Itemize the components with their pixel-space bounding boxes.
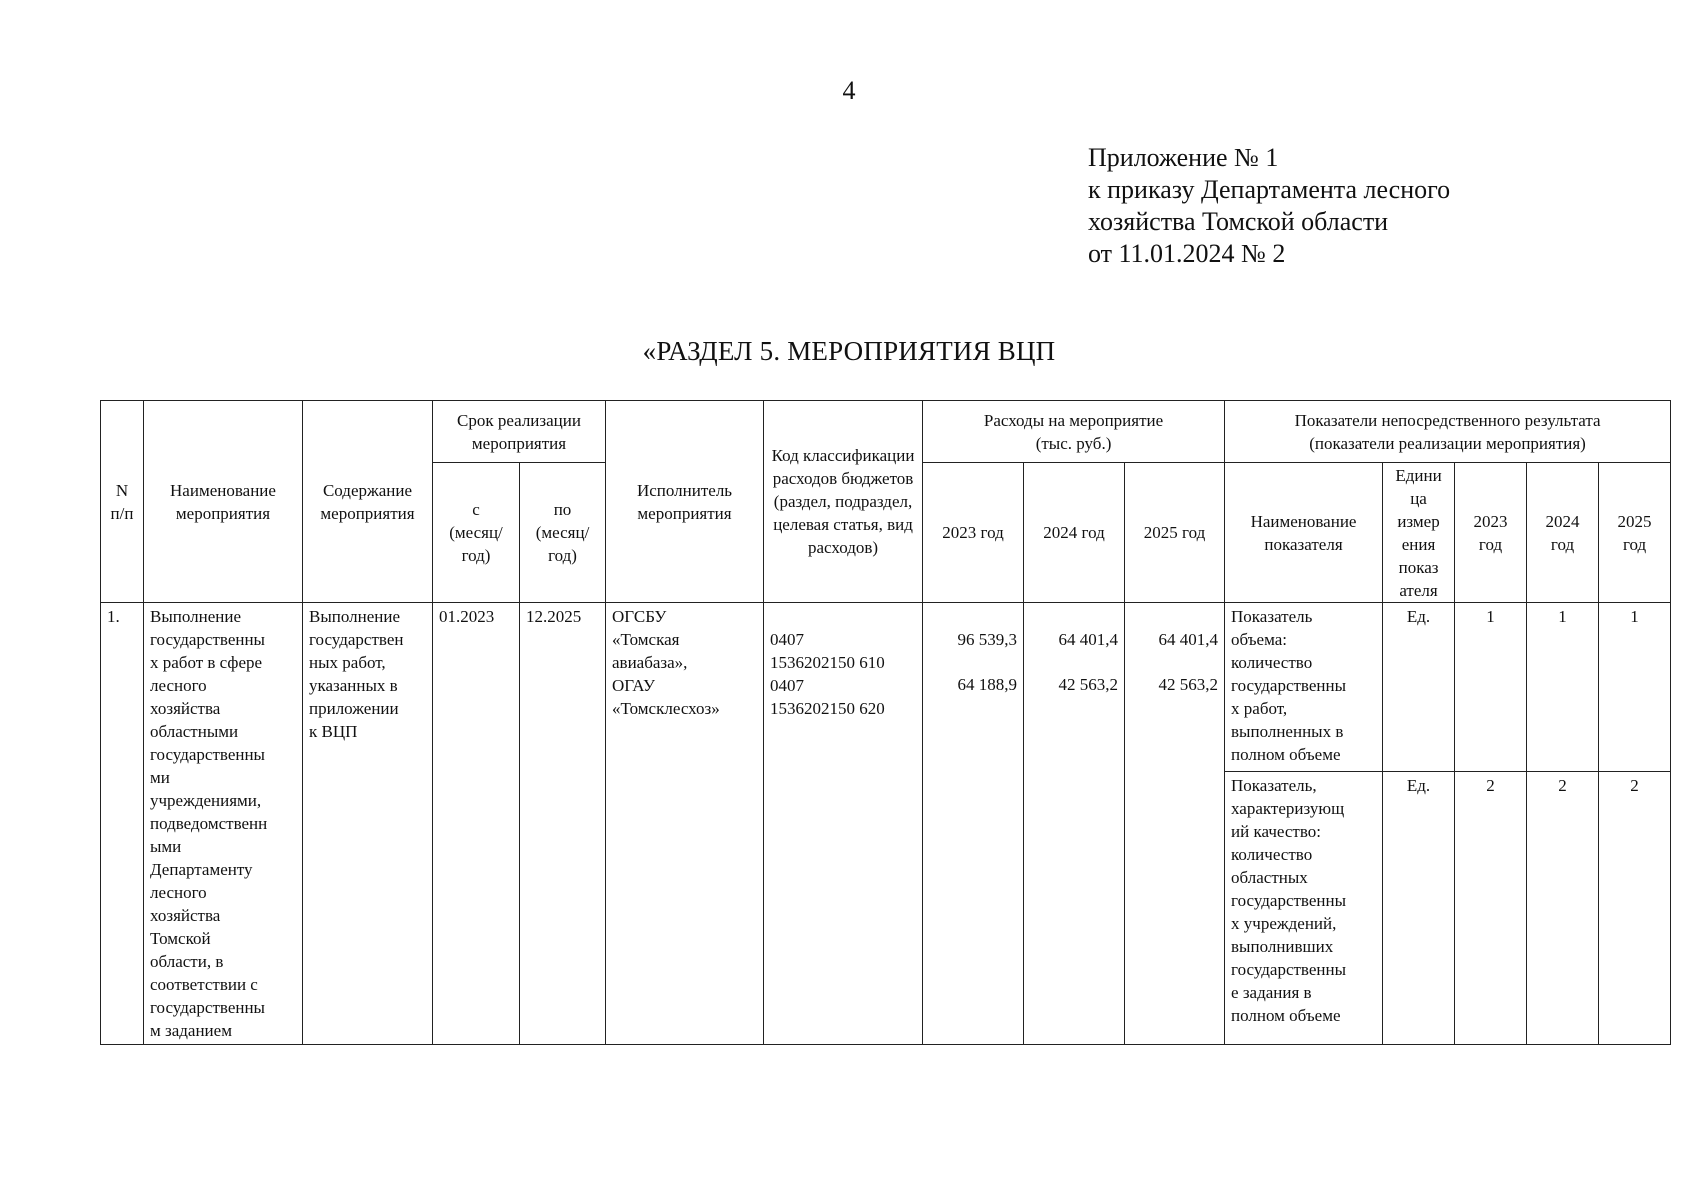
cell-num: 1. [101, 603, 144, 1045]
header-unit: Едини ца измер ения показ ателя [1383, 463, 1455, 603]
header-executor: Исполнитель мероприятия [606, 401, 764, 603]
cell-indicator-2-name: Показатель, характеризующ ий качество: количество областных государственны х учреждений, выполнивших государственны е задания в полном объеме [1225, 772, 1383, 1045]
cell-indicator-2-2025: 2 [1599, 772, 1671, 1045]
cell-from: 01.2023 [433, 603, 520, 1045]
cell-indicator-1-2025: 1 [1599, 603, 1671, 772]
header-indicator-2024: 2024 год [1527, 463, 1599, 603]
cell-indicator-1-unit: Ед. [1383, 603, 1455, 772]
cell-content: Выполнение государствен ных работ, указанных в приложении к ВЦП [303, 603, 433, 1045]
expense-gap [929, 651, 1017, 673]
header-indicator-name: Наименование показателя [1225, 463, 1383, 603]
header-indicator-2023: 2023 год [1455, 463, 1527, 603]
cell-indicator-2-2024: 2 [1527, 772, 1599, 1045]
header-expenses: Расходы на мероприятие (тыс. руб.) [923, 401, 1225, 463]
header-row-1 [101, 401, 1671, 463]
expense-2024-line-1: 64 401,4 [1058, 630, 1119, 649]
cell-indicator-1-2023: 1 [1455, 603, 1527, 772]
expense-2024-line-2: 42 563,2 [1058, 675, 1119, 694]
appendix-line-2: к приказу Департамента лесного [1088, 175, 1451, 204]
cell-expense-2024 [1024, 603, 1125, 1045]
header-indicator-2025: 2025 год [1599, 463, 1671, 603]
cell-to: 12.2025 [520, 603, 606, 1045]
appendix-block [1088, 142, 1450, 270]
appendix-line-3: хозяйства Томской области [1088, 207, 1389, 236]
expense-2025-line-1: 64 401,4 [1158, 630, 1219, 649]
expense-2025-line-2: 42 563,2 [1158, 675, 1219, 694]
header-content: Содержание мероприятия [303, 401, 433, 603]
expense-2023-line-2: 64 188,9 [957, 675, 1018, 694]
header-expense-2025: 2025 год [1125, 463, 1225, 603]
header-expense-2023: 2023 год [923, 463, 1024, 603]
appendix-line-1: Приложение № 1 [1088, 143, 1279, 172]
cell-executor: ОГСБУ «Томская авиабаза», ОГАУ «Томсклесхоз» [606, 603, 764, 1045]
header-to: по (месяц/ год) [520, 463, 606, 603]
expense-gap [1131, 651, 1218, 673]
cell-indicator-2-2023: 2 [1455, 772, 1527, 1045]
header-period: Срок реализации мероприятия [433, 401, 606, 463]
measures-table [100, 400, 1671, 1045]
appendix-line-4: от 11.01.2024 № 2 [1088, 239, 1286, 268]
cell-expense-2023 [923, 603, 1024, 1045]
cell-code: 0407 1536202150 610 0407 1536202150 620 [764, 603, 923, 1045]
header-expense-2024: 2024 год [1024, 463, 1125, 603]
header-code: Код классификации расходов бюджетов (раздел, подраздел, целевая статья, вид расходов) [764, 401, 923, 603]
table-row [101, 603, 1671, 772]
cell-expense-2025 [1125, 603, 1225, 1045]
section-title: «РАЗДЕЛ 5. МЕРОПРИЯТИЯ ВЦП [642, 336, 1056, 366]
expense-2023-line-1: 96 539,3 [957, 630, 1018, 649]
expense-gap [1030, 651, 1118, 673]
header-num: N п/п [101, 401, 144, 603]
header-from: с (месяц/ год) [433, 463, 520, 603]
header-name: Наименование мероприятия [144, 401, 303, 603]
page-number: 4 [842, 76, 856, 105]
cell-indicator-1-name: Показатель объема: количество государственны х работ, выполненных в полном объеме [1225, 603, 1383, 772]
cell-indicator-2-unit: Ед. [1383, 772, 1455, 1045]
header-indicators: Показатели непосредственного результата (показатели реализации мероприятия) [1225, 401, 1671, 463]
cell-indicator-1-2024: 1 [1527, 603, 1599, 772]
cell-name: Выполнение государственны х работ в сфере лесного хозяйства областными государственны ми учреждениями, подведомственн ыми Департаменту лесного хозяйства Томской области, в соответствии с государственны м заданием [144, 603, 303, 1045]
